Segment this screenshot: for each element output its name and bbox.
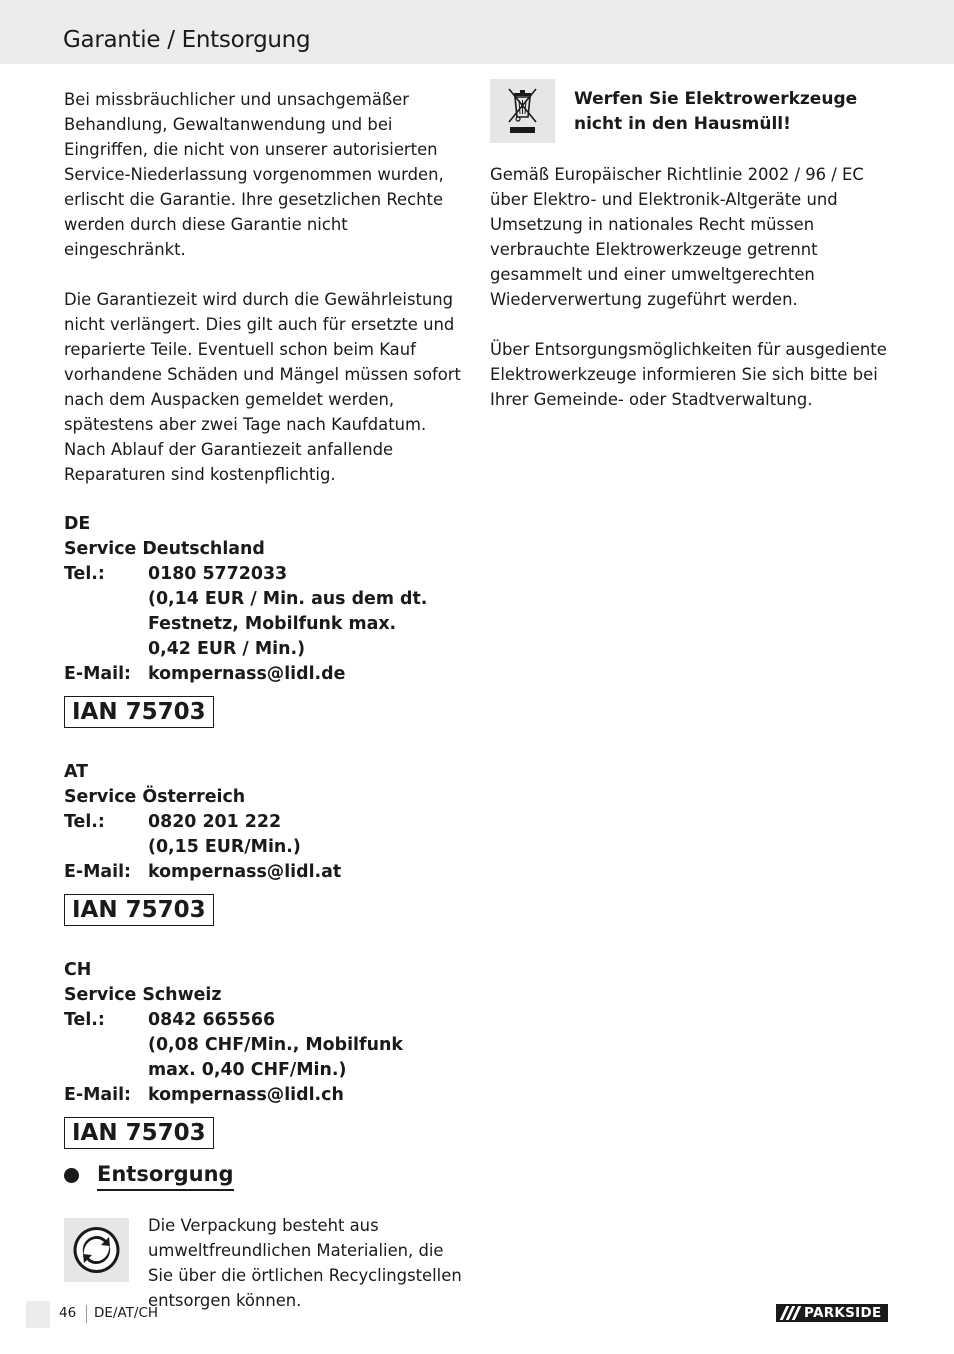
email-link[interactable]: kompernass@lidl.de [148, 664, 346, 684]
warranty-paragraph-2: Die Garantiezeit wird durch die Gewährleistung nicht verlängert. Dies gilt auch für ersetzte und reparierte Teile. Eventuell schon beim Kauf vorhandene Schäden und Mängel müssen sofort nach dem Auspacken gemeldet werden, spätestens aber zwei Tage nach Kaufdatum. Nach Ablauf der Garantiezeit anfallende Reparaturen sind kostenpflichtig. [64, 290, 461, 484]
email-link[interactable]: kompernass@lidl.at [148, 862, 342, 882]
tel-row [64, 810, 468, 860]
email-label: E-Mail: [64, 664, 132, 684]
parkside-logo [776, 1304, 888, 1322]
service-country: DE [64, 514, 91, 534]
service-block-de [64, 512, 468, 728]
tel-rate: max. 0,40 CHF/Min.) [148, 1060, 347, 1080]
email-link[interactable]: kompernass@lidl.ch [148, 1085, 344, 1105]
tel-number: 0842 665566 [148, 1010, 276, 1030]
section-heading-text: Entsorgung [97, 1160, 234, 1191]
email-row [64, 662, 468, 687]
footer-language-codes: DE/AT/CH [94, 1305, 159, 1321]
weee-warning: Werfen Sie Elektrowerkzeuge nicht in den Hausmüll! [574, 89, 858, 134]
tel-label: Tel.: [64, 1010, 105, 1030]
page-title: Garantie / Entsorgung [63, 27, 311, 53]
footer-divider [86, 1305, 87, 1323]
green-dot-recycling-icon [64, 1218, 129, 1282]
service-block-at [64, 760, 468, 926]
left-column [64, 87, 468, 1149]
tel-label: Tel.: [64, 564, 105, 584]
right-column [490, 162, 895, 437]
tel-row [64, 562, 468, 662]
service-block-ch [64, 958, 468, 1149]
bullet-icon [64, 1168, 79, 1183]
ian-box: IAN 75703 [64, 1117, 214, 1149]
tel-value [148, 810, 468, 860]
disposal-info-paragraph: Über Entsorgungsmöglichkeiten für ausgediente Elektrowerkzeuge informieren Sie sich bitte bei Ihrer Gemeinde- oder Stadtverwaltung. [490, 340, 887, 409]
tel-rate: (0,14 EUR / Min. aus dem dt. [148, 589, 428, 609]
packaging-disposal-text: Die Verpackung besteht aus umweltfreundlichen Materialien, die Sie über die örtlichen Recyclingstellen entsorgen können. [148, 1216, 462, 1310]
brand-name: PARKSIDE [804, 1305, 882, 1321]
tel-label: Tel.: [64, 812, 105, 832]
crossed-out-bin-icon [490, 79, 555, 143]
tel-row [64, 1008, 468, 1083]
tel-number: 0820 201 222 [148, 812, 282, 832]
service-name: Service Österreich [64, 787, 246, 807]
email-label: E-Mail: [64, 1085, 132, 1105]
tel-rate: (0,15 EUR/Min.) [148, 837, 301, 857]
service-country: CH [64, 960, 92, 980]
tel-number: 0180 5772033 [148, 564, 288, 584]
tel-rate: Festnetz, Mobilfunk max. [148, 614, 397, 634]
tel-rate: (0,08 CHF/Min., Mobilfunk [148, 1035, 403, 1055]
tel-rate: 0,42 EUR / Min.) [148, 639, 306, 659]
logo-stripes-icon [776, 1304, 804, 1322]
warranty-paragraph-1: Bei missbräuchlicher und unsachgemäßer Behandlung, Gewaltanwendung und bei Eingriffen, die nicht von unserer autorisierten Service-Niederlassung vorgenommen wurden, erlischt die Garantie. Ihre gesetzlichen Rechte werden durch diese Garantie nicht eingeschränkt. [64, 90, 444, 259]
ian-box: IAN 75703 [64, 696, 214, 728]
email-row [64, 860, 468, 885]
weee-directive-paragraph: Gemäß Europäischer Richtlinie 2002 / 96 / EC über Elektro- und Elektronik-Altgeräte und Umsetzung in nationales Recht müssen verbrauchte Elektrowerkzeuge getrennt gesammelt und einer umweltgerechten Wiederverwertung zugeführt werden. [490, 165, 864, 309]
service-name: Service Deutschland [64, 539, 265, 559]
page-number: 46 [59, 1305, 77, 1321]
footer-marker [26, 1301, 50, 1328]
section-heading-entsorgung [64, 1160, 234, 1191]
tel-value [148, 562, 468, 662]
ian-box: IAN 75703 [64, 894, 214, 926]
service-country: AT [64, 762, 88, 782]
tel-value [148, 1008, 468, 1083]
email-row [64, 1083, 468, 1108]
email-label: E-Mail: [64, 862, 132, 882]
service-name: Service Schweiz [64, 985, 222, 1005]
